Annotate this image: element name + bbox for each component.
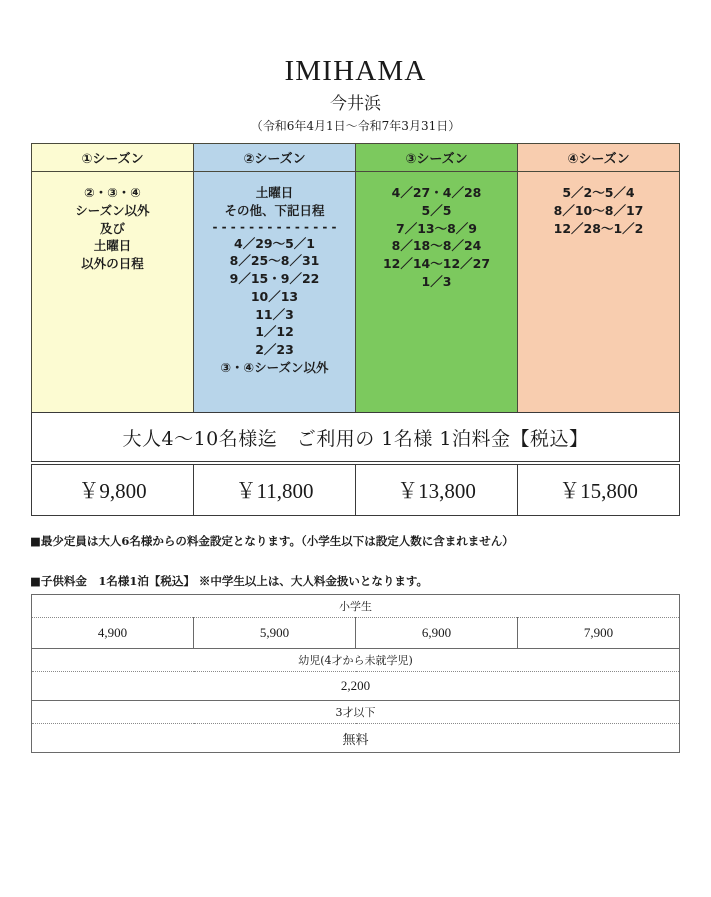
season-line: 5／2～5／4 xyxy=(562,185,635,200)
toddler-label: 3才以下 xyxy=(32,701,680,724)
children-price-table xyxy=(31,594,680,753)
elementary-price-season-2: 5,900 xyxy=(194,618,356,649)
season-line: 以外の日程 xyxy=(81,256,144,271)
elementary-price-season-1: 4,900 xyxy=(32,618,194,649)
toddler-header-row xyxy=(32,701,680,724)
season-line: ②・③・④ xyxy=(84,185,141,200)
season-line: 8／25～8／31 xyxy=(229,253,320,269)
adult-price-season-2: ￥11,800 xyxy=(194,465,356,516)
adult-price-season-4: ￥15,800 xyxy=(518,465,680,516)
season-line: 4／27・4／28 xyxy=(391,185,482,200)
elementary-label: 小学生 xyxy=(32,595,680,618)
infant-price: 2,200 xyxy=(32,672,680,701)
season-line: ③・④シーズン以外 xyxy=(220,359,329,375)
season-dates-2 xyxy=(194,172,356,413)
infant-label: 幼児(4才から未就学児) xyxy=(32,649,680,672)
adult-price-season-3: ￥13,800 xyxy=(356,465,518,516)
adult-price-row xyxy=(32,465,680,516)
season-header-3: ③シーズン xyxy=(356,144,518,172)
season-line: 12／14～12／27 xyxy=(382,256,491,271)
season-separator: - - - - - - - - - - - - - - xyxy=(212,219,337,234)
season-line: 1／12 xyxy=(255,324,294,340)
elementary-price-row xyxy=(32,618,680,649)
season-line: 土曜日 xyxy=(255,185,294,200)
season-line: 8／10～8／17 xyxy=(553,202,644,218)
season-detail-row xyxy=(32,172,680,413)
season-header-4: ④シーズン xyxy=(518,144,680,172)
season-line: 10／13 xyxy=(250,288,299,304)
elementary-price-season-3: 6,900 xyxy=(356,618,518,649)
season-line: その他、下記日程 xyxy=(224,202,325,218)
adult-rate-banner: 大人4～10名様迄 ご利用の 1名様 1泊料金【税込】 xyxy=(31,412,680,462)
elementary-price-season-4: 7,900 xyxy=(518,618,680,649)
season-table xyxy=(31,143,680,413)
page-subtitle: 今井浜 xyxy=(330,93,381,114)
season-line: 8／18～8／24 xyxy=(391,238,482,254)
season-line: 1／3 xyxy=(421,273,452,289)
season-line: 7／13～8／9 xyxy=(396,220,477,236)
season-line: 及び xyxy=(99,220,125,236)
validity-period: （令和6年4月1日～令和7年3月31日） xyxy=(250,118,461,133)
adult-price-season-1: ￥9,800 xyxy=(32,465,194,516)
toddler-price: 無料 xyxy=(32,724,680,753)
toddler-price-row xyxy=(32,724,680,753)
season-line: 4／29～5／1 xyxy=(234,235,315,251)
season-header-1: ①シーズン xyxy=(32,144,194,172)
note-child-rate: ■子供料金 1名様1泊【税込】 ※中学生以上は、大人料金扱いとなります。 xyxy=(30,574,428,588)
infant-header-row xyxy=(32,649,680,672)
season-header-2: ②シーズン xyxy=(194,144,356,172)
season-line: 土曜日 xyxy=(93,238,132,254)
note-minimum-occupancy: ■最少定員は大人6名様からの料金設定となります。（小学生以下は設定人数に含まれません） xyxy=(30,534,514,548)
season-line: 11／3 xyxy=(255,306,294,322)
season-header-row xyxy=(32,144,680,172)
season-dates-4 xyxy=(518,172,680,413)
season-dates-3 xyxy=(356,172,518,413)
season-line: シーズン以外 xyxy=(75,202,150,218)
adult-price-table xyxy=(31,464,680,516)
season-dates-1 xyxy=(32,172,194,413)
page-title: IMIHAMA xyxy=(284,55,427,87)
season-line: 9／15・9／22 xyxy=(229,271,320,286)
infant-price-row xyxy=(32,672,680,701)
season-line: 12／28～1／2 xyxy=(553,220,644,236)
elementary-header-row xyxy=(32,595,680,618)
title-block xyxy=(0,0,711,133)
season-line: 2／23 xyxy=(255,342,294,357)
season-line: 5／5 xyxy=(421,202,452,218)
